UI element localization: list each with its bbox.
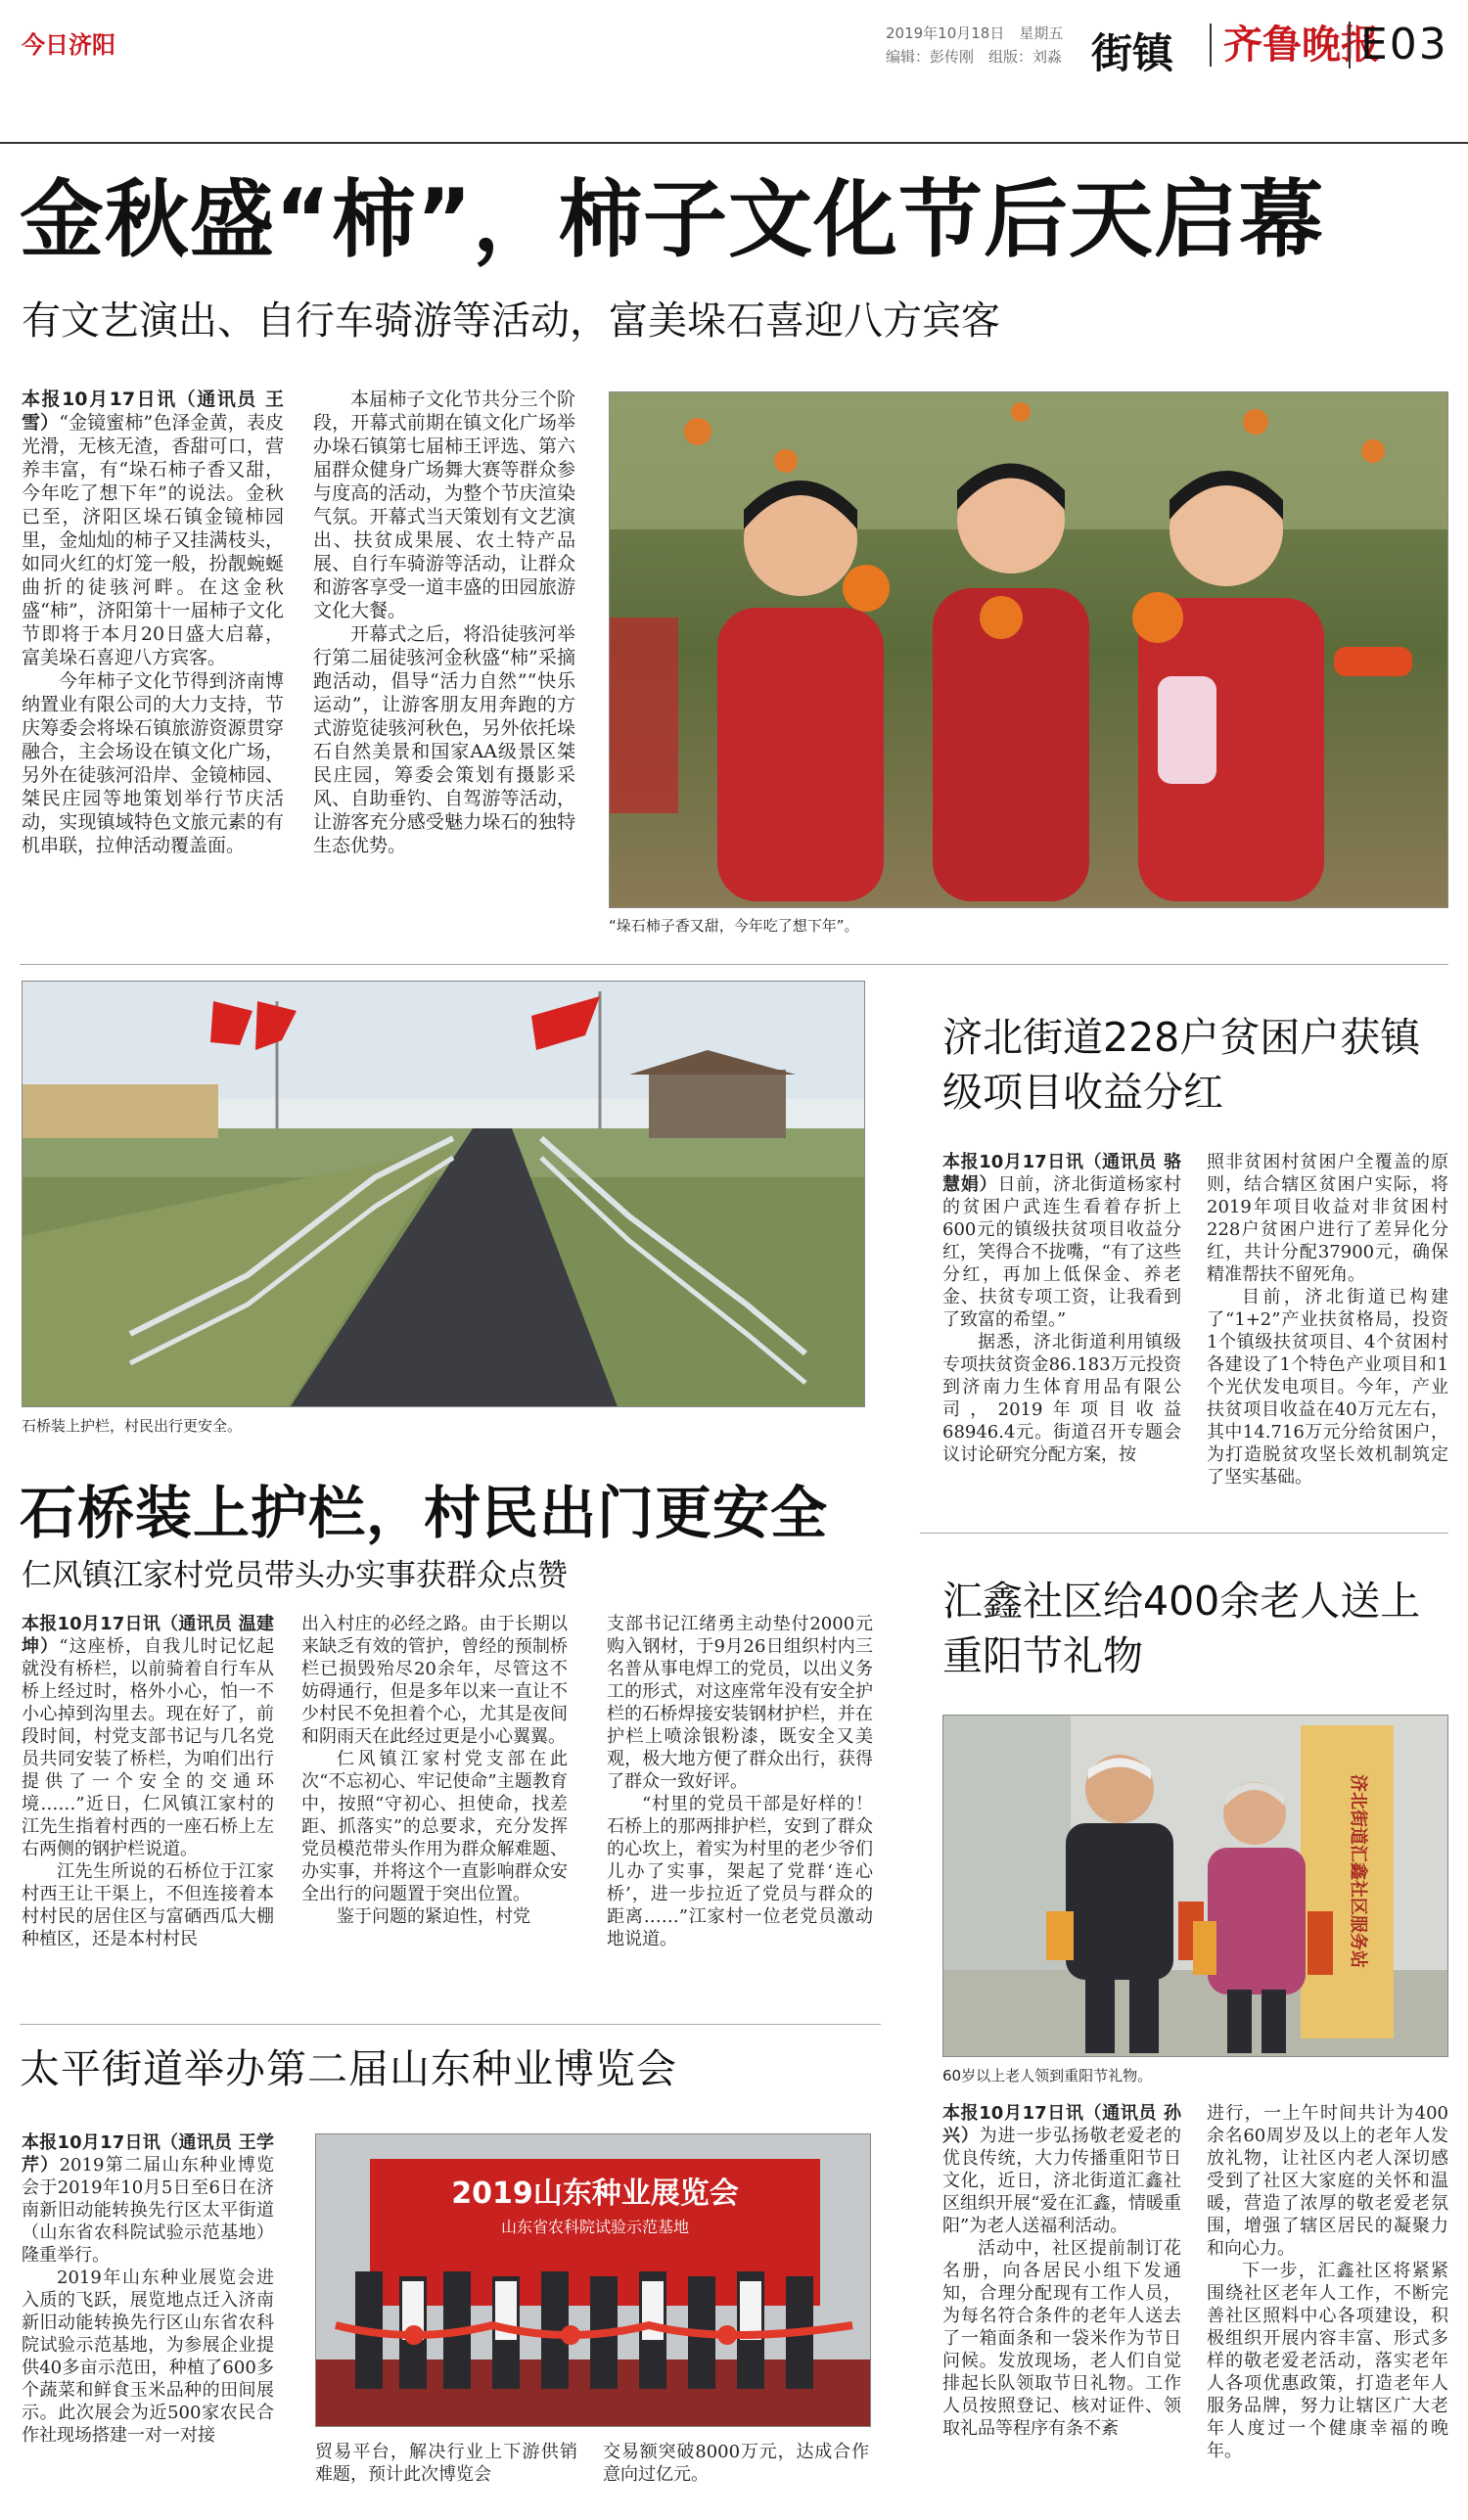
article2-byline: 本报10月17日讯（通讯员 骆慧娟） — [942, 1152, 1181, 1195]
bridge-guardrail-image — [23, 982, 865, 1407]
article3-paragraph: “村里的党员干部是好样的！石桥上的那两排护栏，安到了群众的心坎上，着实为村里的老少爷们儿办了实事，架起了党群‘连心桥’，进一步拉近了党员与群众的距离……”江家村一位老党员激动地说道。 — [607, 1794, 873, 1949]
issue-date: 2019年10月18日 星期五 — [886, 24, 1064, 42]
article2-paragraph: 日前，济北街道杨家村的贫困户武连生看着存折上600元的镇级扶贫项目收益分红，笑得合不拢嘴，“有了这些分红，再加上低保金、养老金、扶贫专项工资，让我看到了致富的希望。” — [942, 1174, 1181, 1330]
newspaper-brand: 齐鲁晚报 — [1210, 23, 1380, 67]
section-title: 街镇 — [1091, 29, 1174, 77]
page-number: E03 — [1349, 22, 1448, 69]
article3-headline: 石桥装上护栏，村民出门更安全 — [20, 1480, 829, 1546]
article3-paragraph: 出入村庄的必经之路。由于长期以来缺乏有效的管护，曾经的预制桥栏已损毁殆尽20余年，尽管这不妨碍通行，但是多年以来一直让不少村民不免担着个心，尤其是夜间和阴雨天在此经过更是小心翼翼。 — [301, 1614, 568, 1747]
article5-banner-sub: 山东省农科院试验示范基地 — [500, 2218, 690, 2236]
article3-paragraph: 支部书记江绪勇主动垫付2000元购入钢材，于9月26日组织村内三名普从事电焊工的党员，以出义务工的形式，对这座常年没有安全护栏的石桥焊接安装钢材护栏，并在护栏上喷涂银粉漆，既安全又美观，极大地方便了群众出行，获得了群众一致好评。 — [607, 1614, 873, 1792]
article2-col1 — [942, 1151, 1181, 1466]
article4-col1 — [942, 2102, 1181, 2440]
article1-paragraph: 本届柿子文化节共分三个阶段，开幕式前期在镇文化广场举办垛石镇第七届柿王评选、第六届群众健身广场舞大赛等群众参与度高的活动，为整个节庆渲染气氛。开幕式当天策划有文艺演出、扶贫成果展、农土特产品展、自行车骑游等活动，让群众和游客享受一道丰盛的田园旅游文化大餐。 — [313, 389, 575, 621]
article3-byline: 本报10月17日讯（通讯员 温建坤） — [22, 1614, 274, 1657]
article3-photo-caption: 石桥装上护栏，村民出行更安全。 — [22, 1417, 243, 1435]
article5-byline: 本报10月17日讯（通讯员 王学芹） — [22, 2132, 274, 2176]
article4-paragraph: 进行，一上午时间共计为400余名60周岁及以上的老年人发放礼物，让社区内老人深切感受到了社区大家庭的关怀和温暖，营造了浓厚的敬老爱老氛围，增强了辖区居民的凝聚力和向心力。 — [1207, 2103, 1448, 2259]
article4-photo-caption: 60岁以上老人领到重阳节礼物。 — [942, 2067, 1153, 2085]
article5-col2 — [315, 2441, 577, 2486]
issue-editors: 编辑：彭传刚 组版：刘淼 — [886, 48, 1063, 66]
article3-paragraph: “这座桥，自我儿时记忆起就没有桥栏，以前骑着自行车从桥上经过时，格外小心，怕一不小心掉到沟里去。现在好了，前段时间，村党支部书记与几名党员共同安装了桥栏，为咱们出行提供了一个安全的交通环境……”近日，仁风镇江家村的江先生指着村西的一座石桥上左右两侧的钢护栏说道。 — [22, 1636, 275, 1859]
article5-headline: 太平街道举办第二届山东种业博览会 — [20, 2045, 677, 2092]
article3-paragraph: 鉴于问题的紧迫性，村党 — [337, 1906, 530, 1927]
article2-paragraph: 目前，济北街道已构建了“1+2”产业扶贫格局，投资1个镇级扶贫项目、4个贫困村各建设了1个特色产业项目和1个光伏发电项目。今年，产业扶贫项目收益在40万元左右，其中14.716万元分给贫困户，为打造脱贫攻坚长效机制筑定了坚实基础。 — [1207, 1287, 1448, 1488]
section-label: 今日济阳 — [22, 31, 115, 59]
article5-paragraph: 2019年山东种业展览会进入质的飞跃，展览地点迁入济南新旧动能转换先行区山东省农科院试验示范基地，为参展企业提供40多亩示范田，种植了600多个蔬菜和鲜食玉米品种的田间展示。此次展会为近500家农民合作社现场搭建一对一对接 — [22, 2268, 274, 2446]
article1-photo — [609, 391, 1448, 908]
article4-photo-sign: 济北街道汇鑫社区服务站 — [1348, 1774, 1368, 1968]
article1-paragraph: 开幕式之后，将沿徒骇河举行第二届徒骇河金秋盛“柿”采摘跑活动，倡导“活力自然”“快乐运动”，让游客朋友用奔跑的方式游览徒骇河秋色，另外依托垛石自然美景和国家AA级景区桀民庄园，筹委会策划有摄影采风、自助垂钓、自驾游等活动，让游客充分感受魅力垛石的独特生态优势。 — [313, 623, 575, 856]
article3-paragraph: 仁风镇江家村党支部在此次“不忘初心、牢记使命”主题教育中，按照“守初心、担使命，找差距、抓落实”的总要求，充分发挥党员模范带头作用为群众解难题、办实事，并将这个一直影响群众安全出行的问题置于突出位置。 — [301, 1749, 568, 1904]
article5-paragraph: 2019第二届山东种业博览会于2019年10月5日至6日在济南新旧动能转换先行区太平街道（山东省农科院试验示范基地）隆重举行。 — [22, 2155, 275, 2266]
article1-paragraph: 今年柿子文化节得到济南博纳置业有限公司的大力支持，节庆筹委会将垛石镇旅游资源贯穿融合，主会场设在镇文化广场，另外在徒骇河沿岸、金镜柿园、桀民庄园等地策划举行节庆活动，实现镇域特色文旅元素的有机串联，拉伸活动覆盖面。 — [22, 670, 284, 856]
article3-col3 — [607, 1613, 873, 1950]
persimmon-kids-image — [610, 392, 1448, 908]
section-divider — [920, 1533, 1448, 1534]
article3-col2 — [301, 1613, 568, 1928]
article1-subheadline: 有文艺演出、自行车骑游等活动，富美垛石喜迎八方宾客 — [22, 298, 1000, 344]
article5-photo — [315, 2133, 871, 2427]
article1-paragraph: “金镜蜜柿”色泽金黄，表皮光滑，无核无渣，香甜可口，营养丰富，有“垛石柿子香又甜，今年吃了想下年”的说法。金秋已至，济阳区垛石镇金镜柿园里，金灿灿的柿子又挂满枝头，如同火红的灯笼一般，扮靓蜿蜒曲折的徒骇河畔。在这金秋盛“柿”，济阳第十一届柿子文化节即将于本月20日盛大启幕，富美垛石喜迎八方宾客。 — [22, 412, 284, 668]
section-divider — [20, 964, 1448, 965]
section-divider — [20, 2024, 881, 2025]
issue-meta — [886, 22, 1086, 69]
article1-headline: 金秋盛“柿”，柿子文化节后天启幕 — [20, 171, 1325, 269]
article4-photo — [942, 1715, 1448, 2057]
article3-col1 — [22, 1613, 274, 1950]
article4-paragraph: 活动中，社区提前制订花名册，向各居民小组下发通知，合理分配现有工作人员，为每名符合条件的老年人送去了一箱面条和一袋米作为节日问候。发放现场，老人们自觉排起长队领取节日礼物。工作人员按照登记、核对证件、领取礼品等程序有条不紊 — [942, 2238, 1181, 2439]
article4-headline: 汇鑫社区给400余老人送上重阳节礼物 — [942, 1578, 1421, 1679]
article1-photo-caption: “垛石柿子香又甜，今年吃了想下年”。 — [609, 917, 859, 935]
article5-paragraph: 贸易平台，解决行业上下游供销难题，预计此次博览会 — [315, 2442, 577, 2485]
elderly-gifts-image — [943, 1716, 1448, 2057]
article4-col2 — [1207, 2102, 1448, 2462]
article1-col2 — [313, 388, 575, 857]
article1-col1 — [22, 388, 284, 857]
article4-paragraph: 下一步，汇鑫社区将紧紧围绕社区老年人工作，不断完善社区照料中心各项建设，积极组织开展内容丰富、形式多样的敬老爱老活动，落实老年人各项优惠政策，打造老年人服务品牌，努力让辖区广大老年人度过一个健康幸福的晚年。 — [1207, 2261, 1448, 2461]
article2-paragraph: 据悉，济北街道利用镇级专项扶贫资金86.183万元投资到济南力生体育用品有限公司，2019年项目收益68946.4元。街道召开专题会议讨论研究分配方案，按 — [942, 1332, 1181, 1465]
article5-banner: 2019山东种业展览会 — [451, 2176, 739, 2211]
article2-col2 — [1207, 1151, 1448, 1489]
article5-col3 — [603, 2441, 869, 2486]
article5-paragraph: 交易额突破8000万元，达成合作意向过亿元。 — [603, 2442, 869, 2485]
article3-paragraph: 江先生所说的石桥位于江家村西王让干渠上，不但连接着本村村民的居住区与富硒西瓜大棚种植区，还是本村村民 — [22, 1861, 274, 1949]
article2-headline: 济北街道228户贫困户获镇级项目收益分红 — [942, 1014, 1421, 1116]
article3-subheadline: 仁风镇江家村党员带头办实事获群众点赞 — [22, 1558, 568, 1593]
article4-byline: 本报10月17日讯（通讯员 孙兴） — [942, 2103, 1181, 2146]
article5-col1 — [22, 2131, 274, 2447]
article4-paragraph: 为进一步弘扬敬老爱老的优良传统，大力传播重阳节日文化，近日，济北街道汇鑫社区组织开展“爱在汇鑫，情暖重阳”为老人送福利活动。 — [942, 2126, 1182, 2236]
article1-byline: 本报10月17日讯（通讯员 王雪） — [22, 389, 284, 434]
article3-photo — [22, 981, 865, 1407]
seed-expo-ribbon-image — [316, 2134, 871, 2427]
header-rule — [0, 142, 1468, 144]
article2-paragraph: 照非贫困村贫困户全覆盖的原则，结合辖区贫困户实际，将2019年项目收益对非贫困村228户贫困户进行了差异化分红，共计分配37900元，确保精准帮扶不留死角。 — [1207, 1152, 1448, 1285]
